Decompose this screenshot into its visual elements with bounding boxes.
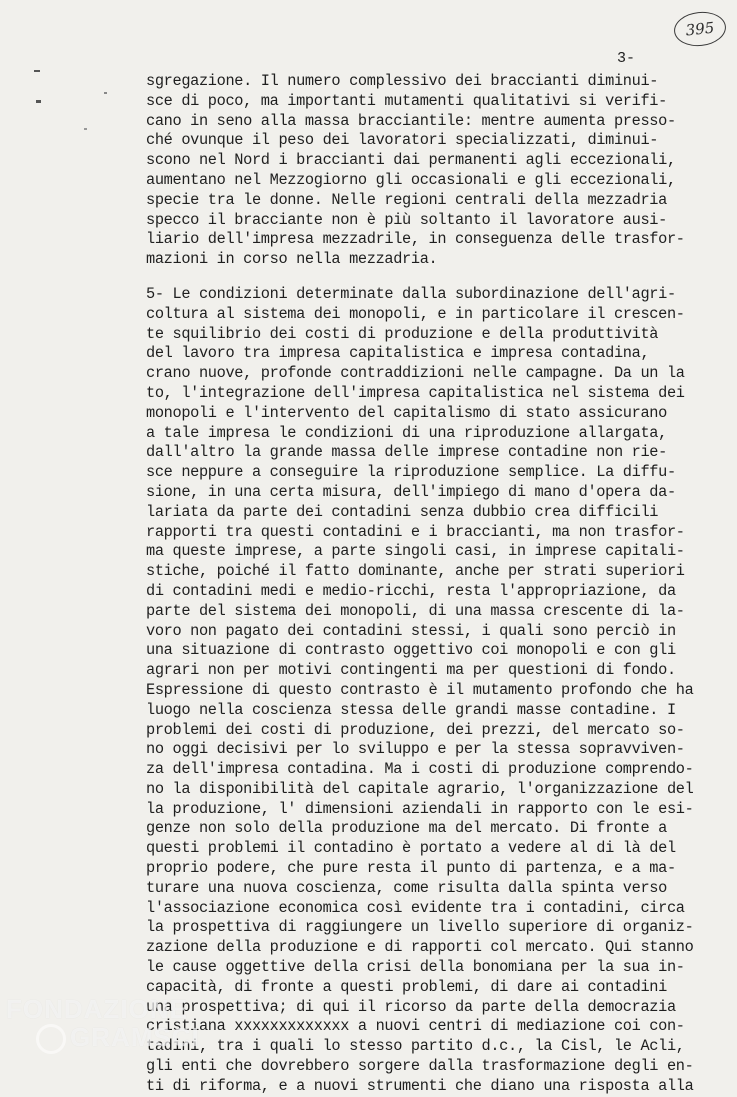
- text-line: la prospettiva di raggiungere un livello superiore di organiz-: [146, 918, 694, 937]
- stamp-number: 395: [684, 18, 716, 40]
- text-line: del lavoro tra impresa capitalistica e impresa contadina,: [146, 344, 650, 363]
- margin-mark: [34, 70, 40, 72]
- text-line: ché ovunque il peso dei lavoratori specializzati, diminui-: [146, 131, 659, 150]
- text-line: cristiana xxxxxxxxxxxxx a nuovi centri di mediazione coi con-: [146, 1017, 685, 1036]
- text-line: coltura al sistema dei monopoli, e in particolare il crescen-: [146, 304, 685, 323]
- text-line: crano nuove, profonde contraddizioni nelle campagne. Da un la: [146, 364, 685, 383]
- archive-watermark: [6, 995, 200, 1054]
- text-line: no la disponibilità del capitale agrario, l'organizzazione del: [146, 779, 694, 798]
- text-line: turare una nuova coscienza, come risulta dalla spinta verso: [146, 878, 667, 897]
- text-line: dall'altro la grande massa delle imprese contadine non rie-: [146, 443, 667, 462]
- text-line: za dell'impresa contadina. Ma i costi di produzione comprendo-: [146, 760, 694, 779]
- text-line: lariata da parte dei contadini senza dubbio crea difficili: [146, 502, 659, 521]
- margin-mark: [36, 100, 41, 103]
- paragraph-1: [146, 72, 726, 270]
- text-line: Espressione di questo contrasto è il mutamento profondo che ha: [146, 680, 694, 699]
- watermark-line-1: FONDAZIONE: [6, 994, 188, 1024]
- watermark-line-2: [6, 1023, 200, 1054]
- archive-number-stamp: [672, 9, 727, 48]
- text-line: l'associazione economica così evidente tra i contadini, circa: [146, 898, 685, 917]
- text-line: proprio podere, che pure resta il punto di partenza, e a ma-: [146, 859, 676, 878]
- text-line: capacità, di fronte a questi problemi, di dare ai contadini: [146, 977, 667, 996]
- text-line: liario dell'impresa mezzadrile, in conseguenza delle trasfor-: [146, 230, 685, 249]
- text-line: sgregazione. Il numero complessivo dei braccianti diminui-: [146, 72, 659, 90]
- text-line: genze non solo della produzione ma del mercato. Di fronte a: [146, 819, 667, 838]
- text-line: una prospettiva; di qui il ricorso da parte della democrazia: [146, 997, 676, 1016]
- text-line: a tale impresa le condizioni di una riproduzione allargata,: [146, 423, 667, 442]
- text-line: mazioni in corso nella mezzadria.: [146, 250, 438, 269]
- text-line: 5- Le condizioni determinate dalla subordinazione dell'agri-: [146, 284, 676, 303]
- watermark-line-2-text: GRAMSCI: [70, 1022, 200, 1052]
- text-line: tadini, tra i quali lo stesso partito d.c., la Cisl, le Acli,: [146, 1037, 685, 1056]
- page-number: 3-: [617, 50, 636, 67]
- margin-mark: [84, 128, 87, 130]
- text-line: scono nel Nord i braccianti dai permanenti agli eccezionali,: [146, 151, 676, 170]
- text-line: te squilibrio dei costi di produzione e della produttività: [146, 324, 659, 343]
- text-line: aumentano nel Mezzogiorno gli occasionali e gli eccezionali,: [146, 170, 676, 189]
- text-line: questi problemi il contadino è portato a vedere al di là del: [146, 839, 676, 858]
- text-line: cano in seno alla massa bracciantile: mentre aumenta presso-: [146, 111, 676, 130]
- paragraph-2: [146, 285, 726, 1097]
- text-line: parte del sistema dei monopoli, di una massa crescente di la-: [146, 601, 685, 620]
- watermark-logo-icon: [36, 1024, 66, 1054]
- text-line: voro non pagato dei contadini stessi, i quali sono perciò in: [146, 621, 676, 640]
- text-line: to, l'integrazione dell'impresa capitalistica nel sistema dei: [146, 383, 685, 402]
- text-line: monopoli e l'intervento del capitalismo di stato assicurano: [146, 403, 667, 422]
- text-line: la produzione, l' dimensioni aziendali in rapporto con le esi-: [146, 799, 694, 818]
- text-line: zazione della produzione e di rapporti col mercato. Qui stanno: [146, 938, 694, 957]
- text-line: rapporti tra questi contadini e i braccianti, ma non trasfor-: [146, 522, 685, 541]
- text-line: sce di poco, ma importanti mutamenti qualitativi si verifi-: [146, 91, 667, 110]
- margin-mark: [104, 92, 107, 94]
- text-line: di contadini medi e medio-ricchi, resta l'appropriazione, da: [146, 581, 676, 600]
- text-line: le cause oggettive della crisi della bonomiana per la sua in-: [146, 958, 685, 977]
- text-line: una situazione di contrasto oggettivo coi monopoli e con gli: [146, 641, 676, 660]
- text-line: problemi dei costi di produzione, dei prezzi, del mercato so-: [146, 720, 685, 739]
- text-line: ti di riforma, e a nuovi strumenti che diano una risposta alla: [146, 1076, 694, 1095]
- text-line: sce neppure a conseguire la riproduzione semplice. La diffu-: [146, 463, 676, 482]
- text-line: specco il bracciante non è più soltanto il lavoratore ausi-: [146, 210, 667, 229]
- text-line: luogo nella coscienza stessa delle grandi masse contadine. I: [146, 700, 676, 719]
- text-line: agrari non per motivi contingenti ma per questioni di fondo.: [146, 661, 676, 680]
- text-line: ma queste imprese, a parte singoli casi, in imprese capitali-: [146, 542, 685, 561]
- text-line: no oggi decisivi per lo sviluppo e per la stessa sopravviven-: [146, 740, 685, 759]
- text-line: specie tra le donne. Nelle regioni centrali della mezzadria: [146, 190, 667, 209]
- text-line: sione, in una certa misura, dell'impiego di mano d'opera da-: [146, 482, 676, 501]
- typed-text-body: [146, 72, 726, 1097]
- text-line: gli enti che dovrebbero sorgere dalla trasformazione degli en-: [146, 1057, 694, 1076]
- text-line: stiche, poiché il fatto dominante, anche per strati superiori: [146, 562, 685, 581]
